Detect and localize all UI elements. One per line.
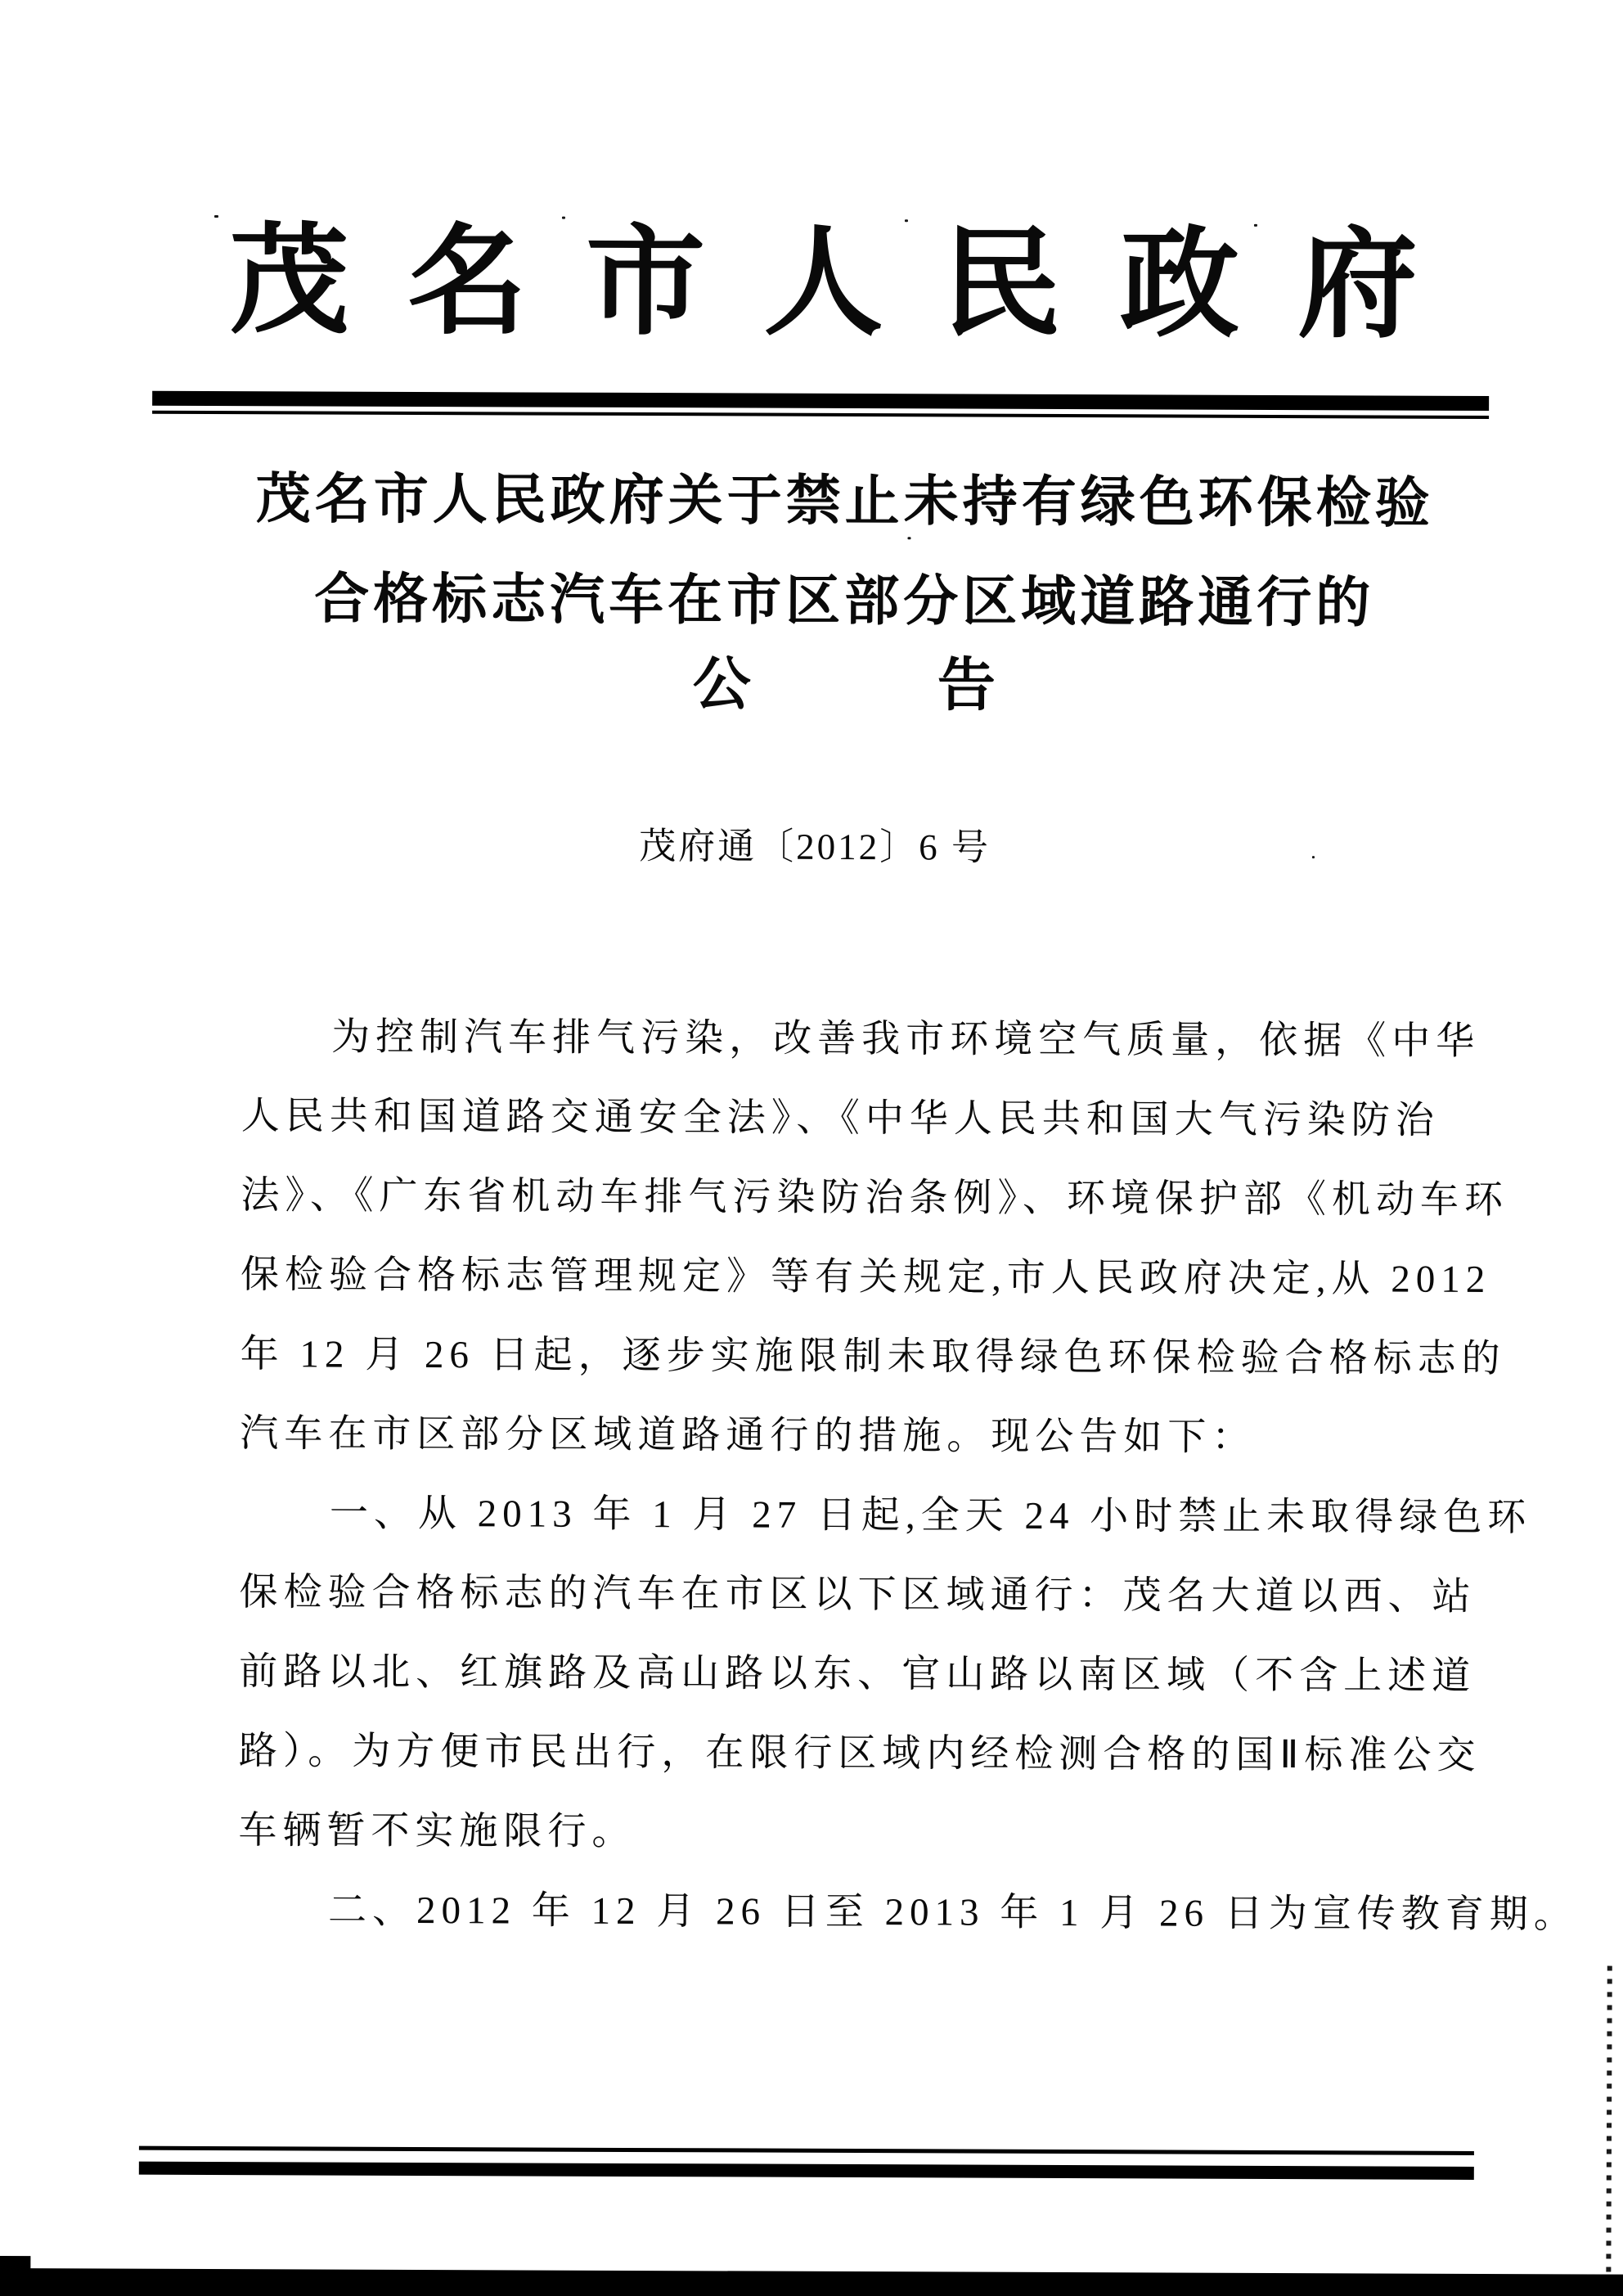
masthead-char: 府 [1297, 219, 1418, 353]
footer-rule-thin [139, 2146, 1474, 2155]
notice-word-char-gong: 公 [692, 653, 751, 718]
scan-speck [562, 217, 565, 219]
scan-bottom-band [0, 2268, 1623, 2296]
body-line: 车辆暂不实施限行。 [238, 1809, 636, 1854]
masthead-char: 名 [407, 215, 528, 349]
scan-speck [1254, 224, 1257, 227]
body-line: 年 12 月 26 日起，逐步实施限制未取得绿色环保检验合格标志的 [240, 1333, 1506, 1381]
scan-speck [214, 215, 218, 218]
body-line: 路）。为方便市民出行，在限行区域内经检测合格的国Ⅱ标准公交 [238, 1730, 1481, 1777]
body-line: 为控制汽车排气污染，改善我市环境空气质量，依据《中华 [331, 1015, 1481, 1063]
notice-title-line-2: 合格标志汽车在市区部分区域道路通行的 [314, 569, 1375, 634]
masthead-char: 茂 [229, 215, 349, 349]
masthead-char: 市 [585, 216, 706, 350]
notice-title-line-1: 茂名市人民政府关于禁止未持有绿色环保检验 [255, 469, 1434, 534]
masthead-char: 政 [1119, 218, 1240, 352]
scan-speck [907, 537, 910, 539]
notice-word-gonggao [243, 642, 1445, 729]
body-line: 二、2012 年 12 月 26 日至 2013 年 1 月 26 日为宣传教育期。 [327, 1889, 1578, 1937]
footer-rule-thick [139, 2162, 1474, 2180]
body-line: 法》、《广东省机动车排气污染防治条例》、环境保护部《机动车环 [241, 1174, 1508, 1222]
masthead-rule-thin [152, 411, 1489, 419]
scan-edge-dots [1606, 1966, 1612, 2285]
notice-title [243, 449, 1446, 654]
doc-number: 茂府通〔2012〕6 号 [639, 826, 991, 868]
gov-agency-masthead [229, 217, 1418, 351]
body-line: 一、从 2013 年 1 月 27 日起,全天 24 小时禁止未取得绿色环 [329, 1492, 1532, 1540]
notice-body [238, 997, 1578, 1955]
body-line: 汽车在市区部分区域道路通行的措施。现公告如下： [240, 1412, 1257, 1459]
masthead-char: 民 [941, 218, 1062, 351]
scan-speck [905, 219, 908, 222]
body-line: 保检验合格标志的汽车在市区以下区域通行：茂名大道以西、站 [239, 1571, 1477, 1618]
scan-speck [1312, 856, 1315, 858]
notice-word-char-gao: 告 [937, 654, 996, 718]
body-line: 保检验合格标志管理规定》等有关规定,市人民政府决定,从 2012 [240, 1254, 1491, 1302]
body-line: 前路以北、红旗路及高山路以东、官山路以南区域（不含上述道 [239, 1650, 1477, 1698]
masthead-char: 人 [763, 217, 883, 351]
masthead-rule-thick [152, 391, 1489, 411]
body-line: 人民共和国道路交通安全法》、《中华人民共和国大气污染防治 [241, 1095, 1440, 1142]
